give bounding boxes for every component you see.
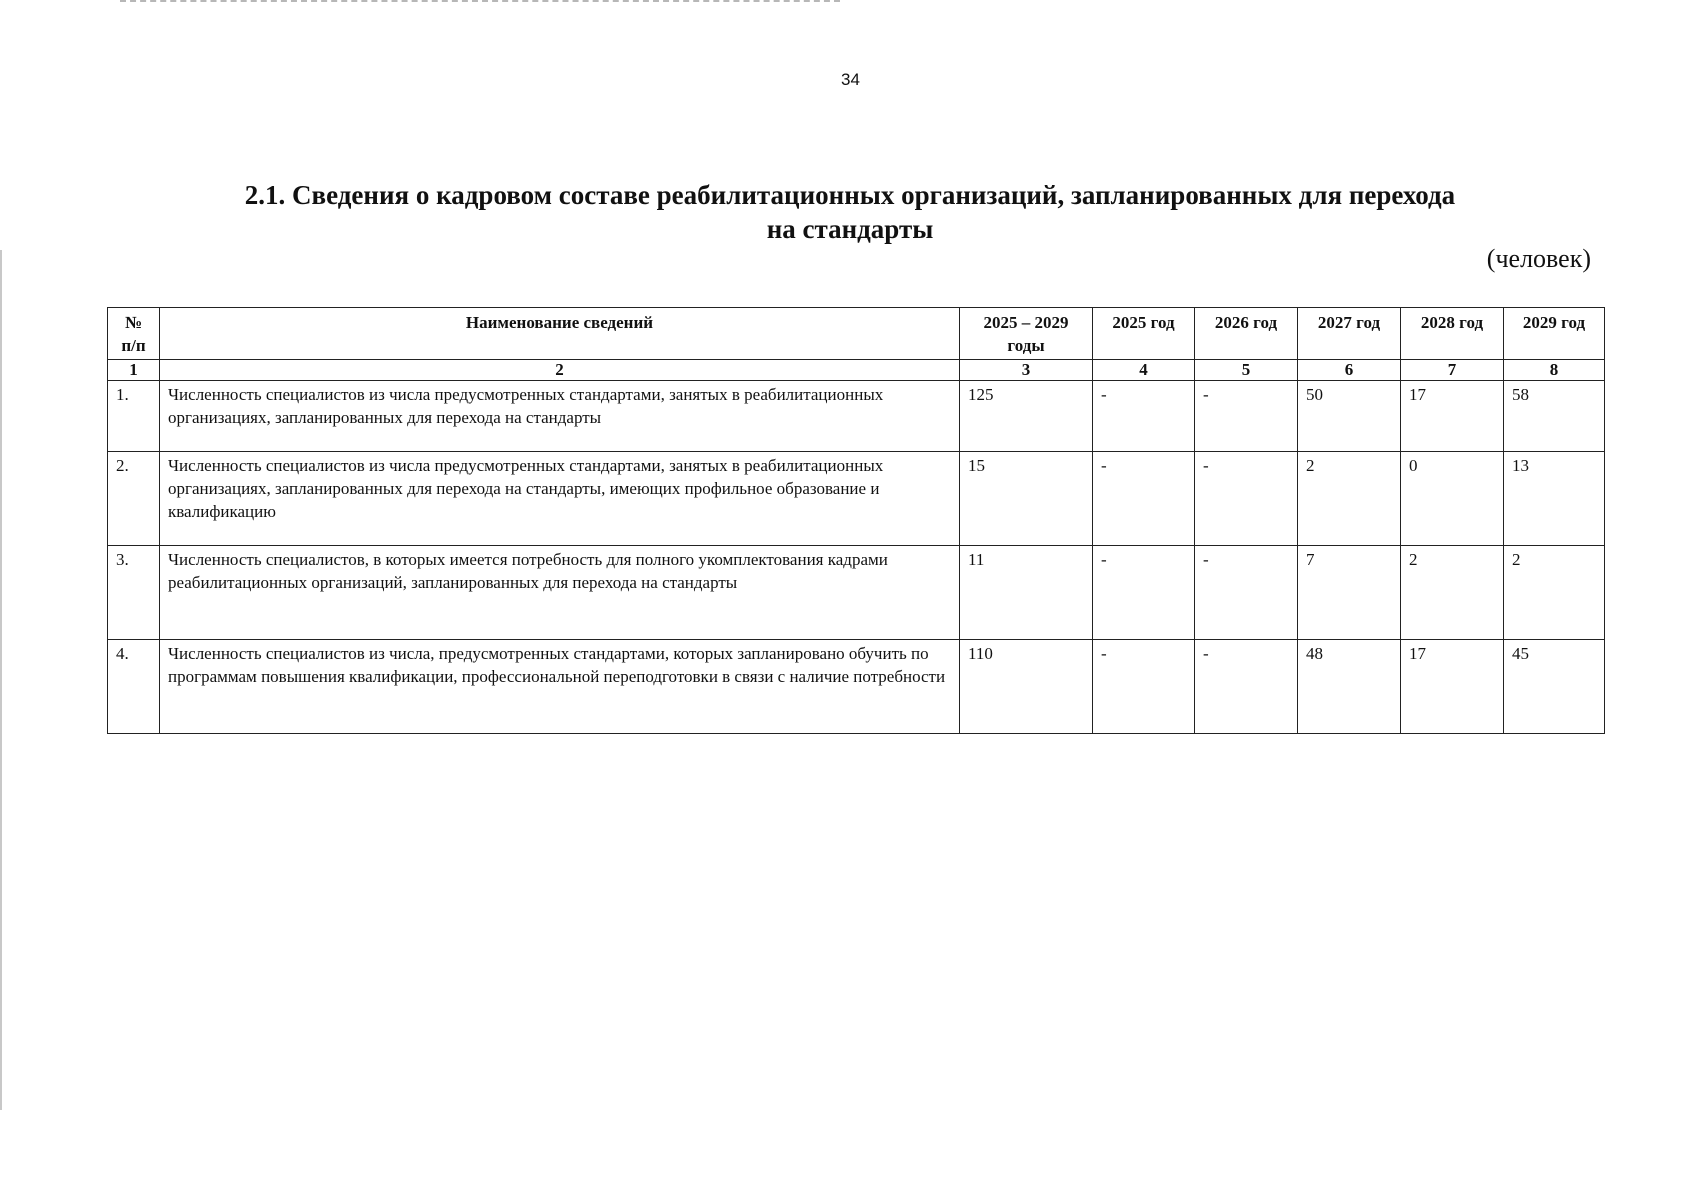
row-2028: 0 [1401,452,1504,546]
scan-artifact-top [120,0,840,6]
unit-label: (человек) [1486,244,1591,273]
row-2025: - [1093,546,1195,640]
header-2026: 2026 год [1195,308,1298,360]
column-number: 5 [1195,360,1298,381]
title-line-2: на стандарты [766,214,934,244]
row-2027: 50 [1298,381,1401,452]
row-2025: - [1093,640,1195,734]
row-number: 3. [108,546,160,640]
row-number: 2. [108,452,160,546]
row-total: 110 [960,640,1093,734]
row-2028: 17 [1401,640,1504,734]
column-number: 6 [1298,360,1401,381]
row-2025: - [1093,381,1195,452]
column-number-row [108,360,1605,381]
staffing-table [107,307,1605,734]
header-total: 2025 – 2029 годы [960,308,1093,360]
row-2026: - [1195,546,1298,640]
scan-artifact-left [0,250,2,1110]
page-number: 34 [841,70,860,89]
row-2027: 7 [1298,546,1401,640]
row-total: 11 [960,546,1093,640]
row-name: Численность специалистов, в которых имеется потребность для полного укомплектования кадрами реабилитационных организаций, запланированных для перехода на стандарты [160,546,960,640]
row-total: 125 [960,381,1093,452]
row-2029: 58 [1504,381,1605,452]
header-2027: 2027 год [1298,308,1401,360]
row-2029: 13 [1504,452,1605,546]
row-2027: 2 [1298,452,1401,546]
row-2026: - [1195,640,1298,734]
header-row [108,308,1605,360]
table-row [108,381,1605,452]
row-number: 4. [108,640,160,734]
row-2029: 2 [1504,546,1605,640]
header-name: Наименование сведений [160,308,960,360]
row-2027: 48 [1298,640,1401,734]
header-2025: 2025 год [1093,308,1195,360]
column-number: 2 [160,360,960,381]
table-row [108,546,1605,640]
row-name: Численность специалистов из числа, предусмотренных стандартами, которых запланировано обучить по программам повышения квалификации, профессиональной переподготовки в связи с наличие потребности [160,640,960,734]
table-row [108,640,1605,734]
row-2028: 2 [1401,546,1504,640]
header-2028: 2028 год [1401,308,1504,360]
row-name: Численность специалистов из числа предусмотренных стандартами, занятых в реабилитационных организациях, запланированных для перехода на стандарты [160,381,960,452]
column-number: 1 [108,360,160,381]
row-number: 1. [108,381,160,452]
column-number: 8 [1504,360,1605,381]
title-line-1: 2.1. Сведения о кадровом составе реабилитационных организаций, запланированных для перехода [244,180,1456,210]
row-name: Численность специалистов из числа предусмотренных стандартами, занятых в реабилитационных организациях, запланированных для перехода на стандарты, имеющих профильное образование и квалификацию [160,452,960,546]
row-2026: - [1195,381,1298,452]
row-2026: - [1195,452,1298,546]
row-total: 15 [960,452,1093,546]
page-title [150,178,1550,246]
row-2028: 17 [1401,381,1504,452]
table-row [108,452,1605,546]
row-2025: - [1093,452,1195,546]
column-number: 4 [1093,360,1195,381]
column-number: 3 [960,360,1093,381]
header-num: № п/п [108,308,160,360]
column-number: 7 [1401,360,1504,381]
row-2029: 45 [1504,640,1605,734]
header-2029: 2029 год [1504,308,1605,360]
